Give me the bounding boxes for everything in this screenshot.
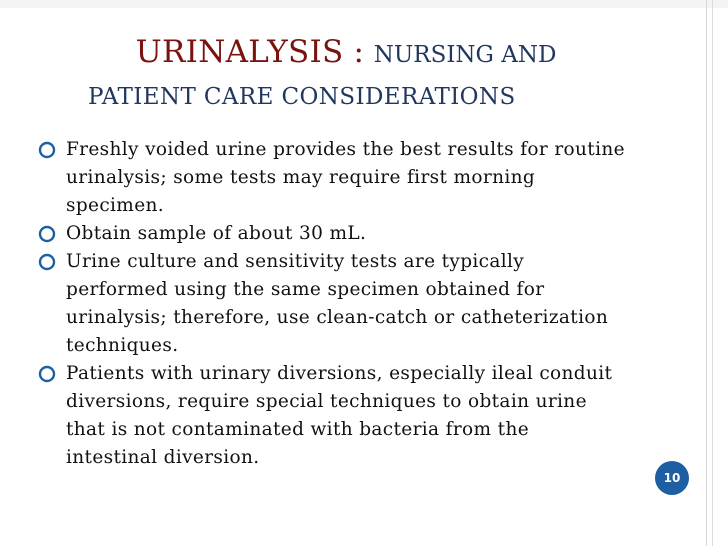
right-rule-decoration [706, 0, 707, 546]
bullet-text: Patients with urinary diversions, especially ileal conduit diversions, require special techniques to obtain urine that is not contaminated with bacteria from the intestinal diversion. [66, 363, 613, 468]
page-number-badge [655, 461, 689, 495]
bullet-item [36, 360, 626, 472]
bullet-text: Obtain sample of about 30 mL. [66, 223, 367, 244]
bullet-text: Freshly voided urine provides the best results for routine urinalysis; some tests may require first morning specimen. [66, 139, 625, 216]
hollow-circle-bullet-icon [36, 139, 58, 161]
slide-title-main: URINALYSIS [135, 34, 344, 70]
slide-title-line-1 [86, 32, 606, 77]
top-bar-decoration [0, 0, 728, 8]
slide-title-subtitle-part-1: NURSING AND [373, 42, 557, 68]
page-number: 10 [663, 471, 681, 485]
hollow-circle-bullet-icon [36, 223, 58, 245]
hollow-circle-bullet-icon [36, 363, 58, 385]
bullet-text: Urine culture and sensitivity tests are typically performed using the same specimen obtained for urinalysis; therefore, use clean-catch or catheterization techniques. [66, 251, 609, 356]
hollow-circle-bullet-icon [36, 251, 58, 273]
slide-title-subtitle-part-2: PATIENT CARE CONSIDERATIONS [88, 84, 516, 110]
slide-title-colon: : [343, 34, 374, 70]
slide-body [36, 136, 626, 472]
bullet-item [36, 220, 626, 248]
bullet-item [36, 136, 626, 220]
slide-title [86, 32, 606, 117]
bullet-item [36, 248, 626, 360]
right-rule-decoration-secondary [712, 0, 713, 546]
bullet-list [36, 136, 626, 472]
